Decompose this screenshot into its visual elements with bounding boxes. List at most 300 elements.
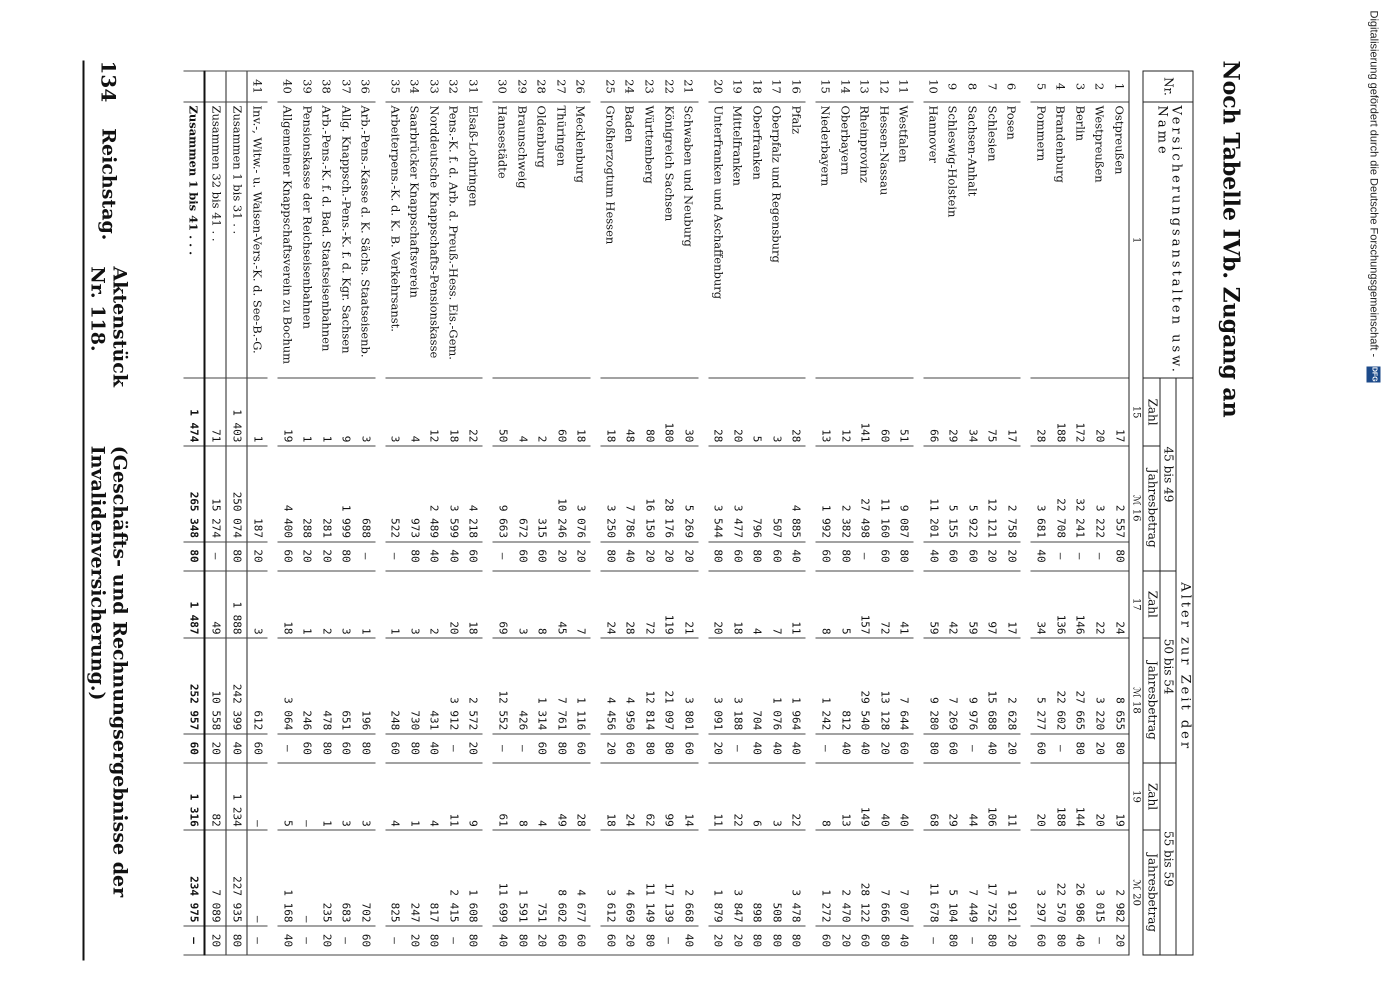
row-cell: 149 xyxy=(854,762,874,830)
row-cell: 20 xyxy=(531,926,551,955)
row-cell: 20 xyxy=(204,733,226,762)
row-cell: 1 xyxy=(404,762,424,830)
row-cell: 60 xyxy=(942,541,962,570)
row-cell: 80 xyxy=(639,733,659,762)
row-cell: — xyxy=(296,762,316,830)
row-cell: 2 470 xyxy=(835,830,855,926)
row-cell: 60 xyxy=(815,926,835,955)
row-cell: 29 540 xyxy=(854,638,874,734)
group-spacer xyxy=(913,71,923,955)
row-cell: 704 xyxy=(747,638,767,734)
row-cell: 28 xyxy=(619,570,639,638)
row-cell: 20 xyxy=(1031,762,1051,830)
row-cell: 898 xyxy=(747,830,767,926)
row-cell: 288 xyxy=(296,445,316,541)
row-nr: 34 xyxy=(404,71,424,102)
row-cell: 507 xyxy=(766,445,786,541)
age-header-1: 45 bis 49 xyxy=(1159,378,1175,570)
table-row xyxy=(835,71,855,955)
row-cell: 146 xyxy=(1070,570,1090,638)
table-row xyxy=(355,71,375,955)
row-nr: 1 xyxy=(1109,71,1129,102)
row-cell: 3 222 xyxy=(1089,445,1109,541)
row-cell: 4 669 xyxy=(619,830,639,926)
row-cell: 19 xyxy=(1109,762,1129,830)
row-cell: 40 xyxy=(277,926,297,955)
row-cell: 80 xyxy=(942,926,962,955)
row-cell: 812 xyxy=(835,638,855,734)
row-cell: 3 076 xyxy=(570,445,590,541)
row-cell: 2 415 xyxy=(443,830,463,926)
row-cell: 17 xyxy=(1001,570,1021,638)
row-cell: 80 xyxy=(835,541,855,570)
table-row xyxy=(385,71,405,955)
row-cell: 265 348 xyxy=(183,445,204,541)
col-name-header xyxy=(1143,102,1193,378)
table-row xyxy=(815,71,835,955)
row-cell: 7 007 xyxy=(893,830,913,926)
row-cell: 8 xyxy=(815,762,835,830)
col-number-text: 20 xyxy=(1130,892,1142,906)
row-cell: 80 xyxy=(404,733,424,762)
row-nr: 5 xyxy=(1031,71,1051,102)
row-cell: 3 xyxy=(766,762,786,830)
row-name: Saarbrücker Knappschaftsverein xyxy=(404,102,424,378)
row-cell: 1 xyxy=(316,762,336,830)
row-cell: 4 400 xyxy=(277,445,297,541)
table-row xyxy=(277,71,297,955)
row-cell: — xyxy=(1050,541,1070,570)
row-nr: 2 xyxy=(1089,71,1109,102)
row-cell: 7 449 xyxy=(962,830,982,926)
row-cell: 68 xyxy=(923,762,943,830)
row-cell: 60 xyxy=(570,926,590,955)
row-cell: 796 xyxy=(747,445,767,541)
row-cell: 11 xyxy=(708,762,728,830)
row-cell: 3 477 xyxy=(727,445,747,541)
row-cell: — xyxy=(727,733,747,762)
row-cell: — xyxy=(247,830,267,926)
row-cell: 15 274 xyxy=(204,445,226,541)
row-name: Allgemeiner Knappschaftsverein zu Bochum xyxy=(277,102,297,378)
table-container xyxy=(183,70,1193,955)
row-nr: 13 xyxy=(854,71,874,102)
row-cell: 60 xyxy=(874,378,894,446)
page-number: 134 xyxy=(96,60,120,102)
row-name: Westpreußen xyxy=(1089,102,1109,378)
row-name: Braunschweig xyxy=(512,102,532,378)
row-cell: 20 xyxy=(463,733,483,762)
row-cell: 1 474 xyxy=(183,378,204,446)
row-nr: 25 xyxy=(600,71,620,102)
row-cell: 4 218 xyxy=(463,445,483,541)
spacer-cell xyxy=(1021,71,1031,955)
row-cell: 17 xyxy=(1001,378,1021,446)
row-cell: 1 xyxy=(385,570,405,638)
row-cell: 20 xyxy=(600,733,620,762)
row-cell: 18 xyxy=(570,378,590,446)
spacer-cell xyxy=(375,71,385,955)
row-name: Mittelfranken xyxy=(727,102,747,378)
row-name: Zusammen 1 bis 31 . . xyxy=(226,102,247,378)
row-cell: 730 xyxy=(404,638,424,734)
row-cell: 60 xyxy=(962,541,982,570)
row-cell: 80 xyxy=(1109,733,1129,762)
row-cell: 651 xyxy=(336,638,356,734)
row-cell: 8 655 xyxy=(1109,638,1129,734)
row-cell: 3 xyxy=(336,762,356,830)
row-cell: 28 xyxy=(708,378,728,446)
header-right: (Geschäfts- und Rechnungsergebnisse der Invalidenversicherung.) xyxy=(86,445,130,897)
row-cell: 20 xyxy=(658,541,678,570)
table-head xyxy=(1129,71,1193,955)
row-cell: 60 xyxy=(355,926,375,955)
table-row xyxy=(336,71,356,955)
row-cell: 180 xyxy=(658,378,678,446)
row-cell: 3 847 xyxy=(727,830,747,926)
row-cell: 1 234 xyxy=(226,762,247,830)
row-cell: 612 xyxy=(247,638,267,734)
row-cell: 3 xyxy=(355,762,375,830)
row-name: Baden xyxy=(619,102,639,378)
row-name: Arb.-Pens.-Kasse d. K. Sächs. Staatseisenb. xyxy=(355,102,375,378)
row-cell: 248 xyxy=(385,638,405,734)
table-row xyxy=(1089,71,1109,955)
row-cell: 196 xyxy=(355,638,375,734)
mark-symbol: ℳ xyxy=(1130,878,1142,890)
row-cell: 80 xyxy=(226,926,247,955)
row-cell: 227 935 xyxy=(226,830,247,926)
table-row xyxy=(512,71,532,955)
table-row xyxy=(404,71,424,955)
table-body xyxy=(183,71,1129,955)
row-name: Pens.-K. f. d. Arb. d. Preuß.-Hess. Eis.-Gem. xyxy=(443,102,463,378)
age-header-3: 55 bis 59 xyxy=(1159,762,1175,954)
row-nr: 28 xyxy=(531,71,551,102)
row-name: Brandenburg xyxy=(1050,102,1070,378)
row-cell: 45 xyxy=(551,570,571,638)
row-cell: 40 xyxy=(981,733,1001,762)
row-nr: 22 xyxy=(658,71,678,102)
row-cell: 4 xyxy=(531,762,551,830)
table-row xyxy=(316,71,336,955)
row-cell: 28 176 xyxy=(658,445,678,541)
row-cell: 4 885 xyxy=(786,445,806,541)
row-cell: 40 xyxy=(835,733,855,762)
row-cell: 3 912 xyxy=(443,638,463,734)
row-cell: 40 xyxy=(1031,541,1051,570)
row-cell: 7 644 xyxy=(893,638,913,734)
row-cell: 60 xyxy=(463,541,483,570)
row-cell: 60 xyxy=(531,733,551,762)
row-cell: 40 xyxy=(678,926,698,955)
row-cell: 1 888 xyxy=(226,570,247,638)
row-cell: — xyxy=(962,733,982,762)
row-name: Inv.-, Witw.- u. Waisen-Vers.-K. d. See-B.-G. xyxy=(247,102,267,378)
row-cell: 3 544 xyxy=(708,445,728,541)
row-name: Oberfranken xyxy=(747,102,767,378)
row-cell: 40 xyxy=(893,926,913,955)
row-cell: 60 xyxy=(296,733,316,762)
row-cell: 3 xyxy=(404,570,424,638)
row-cell: 40 xyxy=(619,541,639,570)
row-name: Hannover xyxy=(923,102,943,378)
row-cell: 9 xyxy=(463,762,483,830)
spacer-cell xyxy=(913,71,923,955)
row-cell: 250 074 xyxy=(226,445,247,541)
table-row xyxy=(786,71,806,955)
row-cell: 4 950 xyxy=(619,638,639,734)
row-nr xyxy=(204,71,226,102)
row-name: Thüringen xyxy=(551,102,571,378)
table-row xyxy=(1001,71,1021,955)
subtotal-row xyxy=(226,71,247,955)
row-cell: 40 xyxy=(766,733,786,762)
row-nr: 27 xyxy=(551,71,571,102)
row-cell: 60 xyxy=(551,926,571,955)
row-cell: — xyxy=(1089,926,1109,955)
spacer-cell xyxy=(482,71,492,955)
row-name: Berlin xyxy=(1070,102,1090,378)
row-cell: 22 708 xyxy=(1050,445,1070,541)
table-row xyxy=(747,71,767,955)
row-cell: 40 xyxy=(786,541,806,570)
row-cell: 281 xyxy=(316,445,336,541)
row-cell: 106 xyxy=(981,762,1001,830)
row-name: Niederbayern xyxy=(815,102,835,378)
row-cell: 1 992 xyxy=(815,445,835,541)
row-cell: 49 xyxy=(551,762,571,830)
row-cell: 28 xyxy=(786,378,806,446)
row-name: Posen xyxy=(1001,102,1021,378)
row-cell: 2 982 xyxy=(1109,830,1129,926)
row-cell: 235 xyxy=(316,830,336,926)
row-cell: 41 xyxy=(893,570,913,638)
table-row xyxy=(923,71,943,955)
row-cell: 4 xyxy=(512,378,532,446)
row-cell: 24 xyxy=(619,762,639,830)
col-number-text: 18 xyxy=(1130,700,1142,714)
row-nr: 15 xyxy=(815,71,835,102)
row-cell: 80 xyxy=(786,926,806,955)
row-nr: 30 xyxy=(492,71,512,102)
row-nr: 39 xyxy=(296,71,316,102)
row-cell: 8 xyxy=(512,762,532,830)
row-cell: 119 xyxy=(658,570,678,638)
row-cell: — xyxy=(443,926,463,955)
row-cell: 80 xyxy=(766,926,786,955)
row-cell: 1 168 xyxy=(277,830,297,926)
col-number xyxy=(1129,830,1143,955)
row-cell: 80 xyxy=(355,733,375,762)
table-row xyxy=(1109,71,1129,955)
row-cell: 9 663 xyxy=(492,445,512,541)
row-cell: 40 xyxy=(226,733,247,762)
table-row xyxy=(296,71,316,955)
jahresbetrag-header: Jahresbetrag xyxy=(1143,830,1159,955)
col-number xyxy=(1129,445,1143,570)
row-nr: 7 xyxy=(981,71,1001,102)
row-cell: 20 xyxy=(404,926,424,955)
row-cell: — xyxy=(183,926,204,955)
row-cell: 426 xyxy=(512,638,532,734)
subtotal-row xyxy=(204,71,226,955)
row-cell: 66 xyxy=(923,378,943,446)
spacer-cell xyxy=(698,71,708,955)
row-cell: — xyxy=(336,926,356,955)
row-cell: 1 116 xyxy=(570,638,590,734)
row-cell: — xyxy=(492,541,512,570)
row-cell: — xyxy=(854,541,874,570)
row-cell: 80 xyxy=(424,926,444,955)
row-cell: 1 921 xyxy=(1001,830,1021,926)
table-row xyxy=(727,71,747,955)
row-cell: 49 xyxy=(204,570,226,638)
row-cell: 80 xyxy=(226,541,247,570)
row-cell: 1 076 xyxy=(766,638,786,734)
row-cell: 12 814 xyxy=(639,638,659,734)
row-cell: 27 665 xyxy=(1070,638,1090,734)
row-cell: 60 xyxy=(512,541,532,570)
row-cell: 3 091 xyxy=(708,638,728,734)
row-nr: 19 xyxy=(727,71,747,102)
col-number: 1 xyxy=(1129,102,1143,378)
row-cell: 11 149 xyxy=(639,830,659,926)
row-cell: 19 xyxy=(277,378,297,446)
row-name: Arb.-Pens.-K. f. d. Bad. Staatseisenbahnen xyxy=(316,102,336,378)
row-cell: 20 xyxy=(1089,378,1109,446)
row-cell: 22 xyxy=(1089,570,1109,638)
group-spacer xyxy=(267,71,277,955)
row-cell: 10 558 xyxy=(204,638,226,734)
row-cell: 18 xyxy=(600,378,620,446)
row-cell: 3 250 xyxy=(600,445,620,541)
row-cell: 1 999 xyxy=(336,445,356,541)
row-cell: 1 xyxy=(316,378,336,446)
row-cell: 478 xyxy=(316,638,336,734)
row-cell: 60 xyxy=(247,733,267,762)
row-cell: 246 xyxy=(296,638,316,734)
row-cell: — xyxy=(1089,541,1109,570)
row-cell: 60 xyxy=(766,541,786,570)
row-cell: 28 122 xyxy=(854,830,874,926)
row-cell: 29 xyxy=(942,378,962,446)
row-cell: 2 572 xyxy=(463,638,483,734)
row-cell: 4 xyxy=(385,762,405,830)
row-cell: 50 xyxy=(492,378,512,446)
row-cell: 20 xyxy=(204,926,226,955)
row-cell: 60 xyxy=(854,926,874,955)
funding-note xyxy=(1363,0,1383,1000)
table-row xyxy=(854,71,874,955)
row-cell: 40 xyxy=(893,762,913,830)
row-cell: 20 xyxy=(727,926,747,955)
mark-symbol: ℳ xyxy=(1130,494,1142,506)
row-cell: 157 xyxy=(854,570,874,638)
row-cell: 11 201 xyxy=(923,445,943,541)
row-cell: 234 975 xyxy=(183,830,204,926)
group-spacer xyxy=(805,71,815,955)
row-cell: 72 xyxy=(639,570,659,638)
row-cell: — xyxy=(247,926,267,955)
row-cell: 136 xyxy=(1050,570,1070,638)
row-cell: 7 269 xyxy=(942,638,962,734)
row-cell: 431 xyxy=(424,638,444,734)
row-name: Zusammen 32 bis 41 . . xyxy=(204,102,226,378)
row-cell: 3 xyxy=(336,570,356,638)
row-nr xyxy=(226,71,247,102)
row-cell: 3 220 xyxy=(1089,638,1109,734)
row-cell: — xyxy=(658,926,678,955)
table-row xyxy=(551,71,571,955)
row-nr: 31 xyxy=(463,71,483,102)
row-cell: 11 xyxy=(786,570,806,638)
row-cell: 18 xyxy=(277,570,297,638)
row-cell: 40 xyxy=(923,541,943,570)
row-nr: 21 xyxy=(678,71,698,102)
row-nr: 36 xyxy=(355,71,375,102)
row-cell: 80 xyxy=(404,541,424,570)
row-cell: 3 xyxy=(247,570,267,638)
row-cell: 40 xyxy=(424,541,444,570)
row-cell: 3 478 xyxy=(786,830,806,926)
row-cell: 247 xyxy=(404,830,424,926)
row-cell: 3 188 xyxy=(727,638,747,734)
row-cell: 30 xyxy=(678,378,698,446)
row-cell: 5 xyxy=(277,762,297,830)
row-cell: — xyxy=(247,762,267,830)
row-cell: 1 879 xyxy=(708,830,728,926)
row-cell: 40 xyxy=(492,926,512,955)
row-nr: 32 xyxy=(443,71,463,102)
row-cell: 1 591 xyxy=(512,830,532,926)
row-cell: 20 xyxy=(551,541,571,570)
name-label: Name xyxy=(1153,105,1169,157)
row-cell: 60 xyxy=(727,541,747,570)
row-cell: 60 xyxy=(1031,733,1051,762)
row-nr: 35 xyxy=(385,71,405,102)
row-nr: 6 xyxy=(1001,71,1021,102)
row-nr: 41 xyxy=(247,71,267,102)
row-nr: 37 xyxy=(336,71,356,102)
row-cell: 3 612 xyxy=(600,830,620,926)
table-row xyxy=(443,71,463,955)
age-header-2: 50 bis 54 xyxy=(1159,570,1175,762)
row-nr: 26 xyxy=(570,71,590,102)
row-cell: 22 xyxy=(727,762,747,830)
row-cell: 80 xyxy=(658,733,678,762)
row-cell: 80 xyxy=(708,541,728,570)
row-cell: 20 xyxy=(1001,926,1021,955)
col-number: 17 xyxy=(1129,570,1143,638)
row-cell: 3 801 xyxy=(678,638,698,734)
row-cell: 20 xyxy=(708,733,728,762)
row-cell: 1 964 xyxy=(786,638,806,734)
row-cell: 2 382 xyxy=(835,445,855,541)
row-cell: 141 xyxy=(854,378,874,446)
row-cell: 15 688 xyxy=(981,638,1001,734)
row-cell: 2 489 xyxy=(424,445,444,541)
row-name: Pommern xyxy=(1031,102,1051,378)
row-cell: 20 xyxy=(316,926,336,955)
row-cell: 69 xyxy=(492,570,512,638)
row-cell: — xyxy=(443,733,463,762)
row-cell: 7 089 xyxy=(204,830,226,926)
row-cell: 1 403 xyxy=(226,378,247,446)
row-cell: 7 761 xyxy=(551,638,571,734)
row-cell: 17 752 xyxy=(981,830,1001,926)
row-cell: 20 xyxy=(708,570,728,638)
